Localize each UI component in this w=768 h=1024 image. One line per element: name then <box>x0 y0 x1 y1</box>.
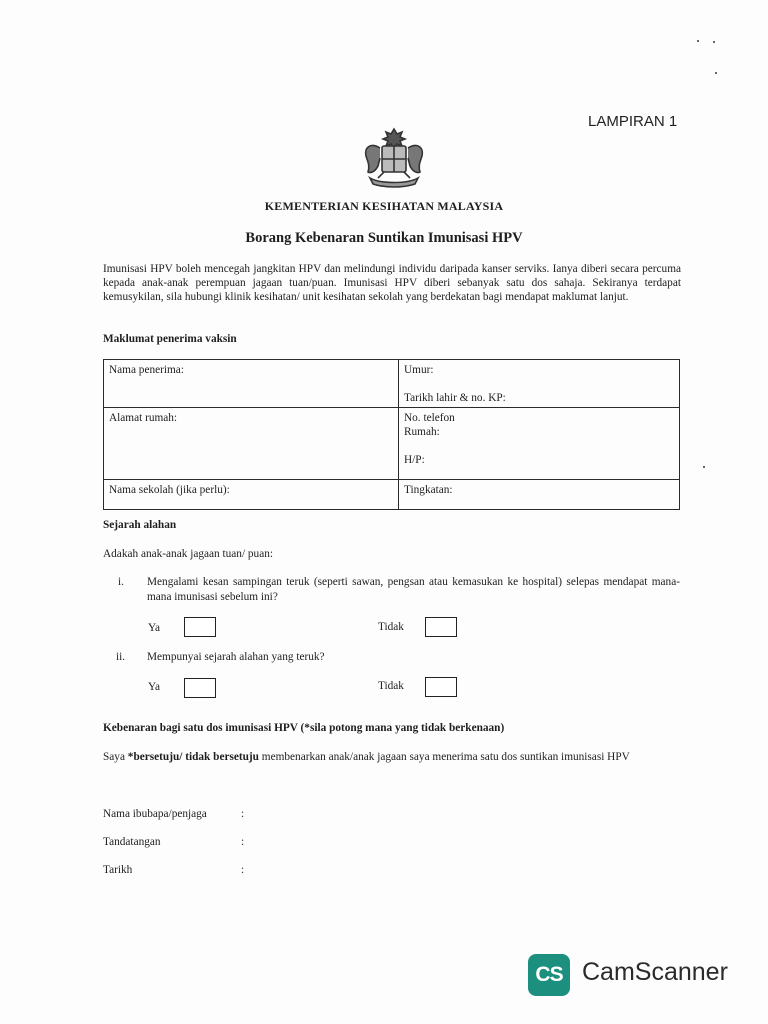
recipient-heading: Maklumat penerima vaksin <box>103 333 237 345</box>
name-cell[interactable] <box>104 360 399 408</box>
question-2-text: Mempunyai sejarah alahan yang teruk? <box>147 651 325 663</box>
school-label: Nama sekolah (jika perlu): <box>109 484 230 496</box>
question-2-number: ii. <box>116 651 126 663</box>
parent-name-label: Nama ibubapa/penjaga <box>103 808 207 820</box>
home-phone-label: Rumah: <box>404 426 440 438</box>
question-1-yes-checkbox[interactable] <box>184 617 216 637</box>
date-colon: : <box>241 864 245 876</box>
age-dob-cell[interactable] <box>399 360 680 408</box>
recipient-info-table <box>103 359 680 510</box>
allergy-heading: Sejarah alahan <box>103 519 177 531</box>
parent-name-colon: : <box>241 808 245 820</box>
scan-speck <box>703 466 705 468</box>
question-1-no-checkbox[interactable] <box>425 617 457 637</box>
question-1-no-label: Tidak <box>378 621 404 633</box>
consent-statement <box>103 750 681 765</box>
address-label: Alamat rumah: <box>109 412 178 424</box>
consent-rest: membenarkan anak/anak jagaan saya menerima satu dos suntikan imunisasi HPV <box>258 751 630 763</box>
name-label: Nama penerima: <box>109 364 184 376</box>
allergy-prompt: Adakah anak-anak jagaan tuan/ puan: <box>103 548 274 560</box>
phone-label: No. telefon <box>404 412 455 424</box>
intro-paragraph: Imunisasi HPV boleh mencegah jangkitan HPV dan melindungi individu daripada kanser serviks. Ianya diberi secara percuma kepada anak-anak perempuan jagaan tuan/puan. Imunisasi HPV diberi sebanyak satu dos sahaja. Sekiranya terdapat kemusykilan, sila hubungi klinik kesihatan/ unit kesihatan sekolah yang berdekatan bagi mendapat maklumat lanjut. <box>103 263 681 304</box>
consent-prefix: Saya <box>103 751 128 763</box>
scan-speck <box>715 72 717 74</box>
signature-colon: : <box>241 836 245 848</box>
consent-heading: Kebenaran bagi satu dos imunisasi HPV (*sila potong mana yang tidak berkenaan) <box>103 722 505 734</box>
school-cell[interactable] <box>104 480 399 510</box>
scan-speck <box>697 40 699 42</box>
scan-speck <box>713 41 715 43</box>
grade-label: Tingkatan: <box>404 484 453 496</box>
dob-ic-label: Tarikh lahir & no. KP: <box>404 392 506 404</box>
grade-cell[interactable] <box>399 480 680 510</box>
date-label: Tarikh <box>103 864 133 876</box>
question-2-yes-label: Ya <box>148 681 161 693</box>
question-1-number: i. <box>118 576 124 588</box>
signature-label: Tandatangan <box>103 836 161 848</box>
ministry-name: KEMENTERIAN KESIHATAN MALAYSIA <box>264 199 504 213</box>
mobile-phone-label: H/P: <box>404 454 425 466</box>
question-2-no-checkbox[interactable] <box>425 677 457 697</box>
question-2-yes-checkbox[interactable] <box>184 678 216 698</box>
address-cell[interactable] <box>104 408 399 480</box>
phone-cell[interactable] <box>399 408 680 480</box>
age-label: Umur: <box>404 364 434 376</box>
question-1-text: Mengalami kesan sampingan teruk (seperti sawan, pengsan atau kemasukan ke hospital) selepas mendapat mana-mana imunisasi sebelum ini? <box>147 576 680 603</box>
coat-of-arms-logo <box>354 126 434 190</box>
form-title: Borang Kebenaran Suntikan Imunisasi HPV <box>245 230 523 246</box>
camscanner-watermark: CamScanner <box>582 958 728 986</box>
camscanner-logo: CS <box>528 954 570 996</box>
annex-label: LAMPIRAN 1 <box>588 113 678 130</box>
question-2-no-label: Tidak <box>378 680 404 692</box>
consent-choice[interactable]: *bersetuju/ tidak bersetuju <box>127 751 259 763</box>
question-1-yes-label: Ya <box>148 622 161 634</box>
